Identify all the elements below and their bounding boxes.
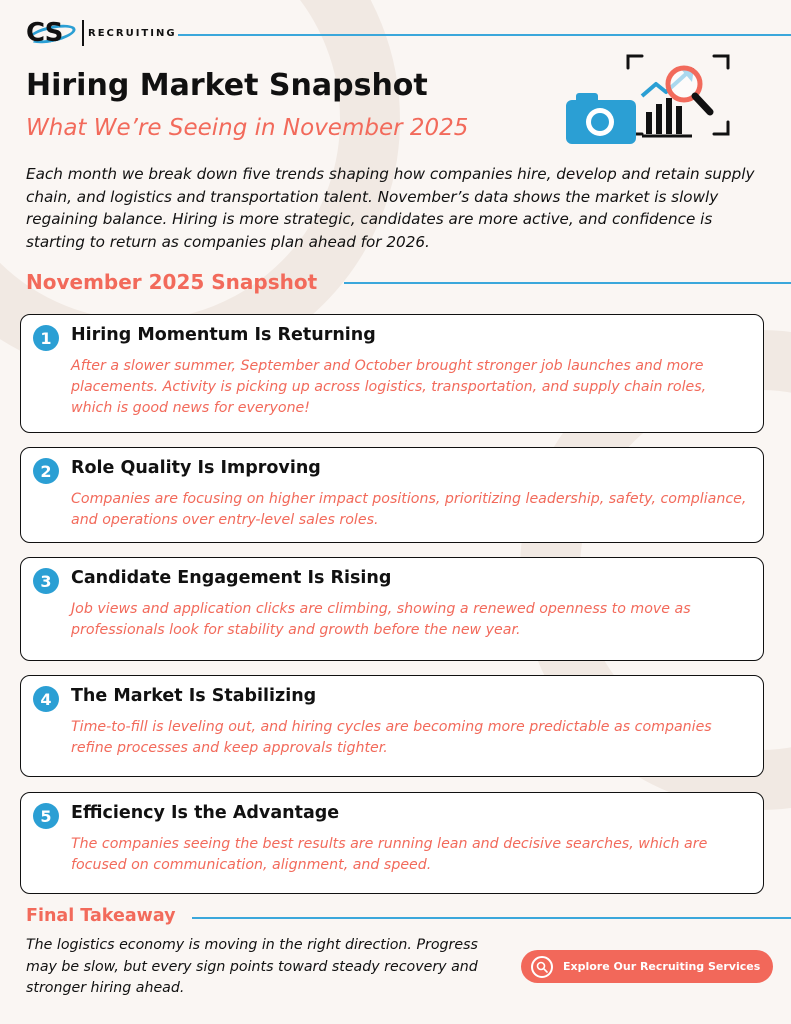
final-takeaway-title: Final Takeaway xyxy=(26,906,176,926)
intro-paragraph: Each month we break down five trends shaping how companies hire, develop and retain supply chain, and logistics and transportation talent. November’s data shows the market is slowly regaining balance. Hiring is more strategic, candidates are more active, and confidence is starting to return as companies plan ahead for 2026. xyxy=(26,165,755,251)
search-icon xyxy=(531,956,553,978)
trend-card-5 xyxy=(20,792,764,894)
trend-body: Companies are focusing on higher impact positions, prioritizing leadership, safety, compliance, and operations over entry-level sales roles. xyxy=(71,491,747,528)
number-badge: 1 xyxy=(33,325,59,351)
cta-label: Explore Our Recruiting Services xyxy=(563,960,761,973)
header-rule xyxy=(178,34,791,36)
section-heading xyxy=(26,270,791,298)
final-takeaway-heading xyxy=(26,906,791,930)
logo-divider xyxy=(82,20,84,46)
final-takeaway-body: The logistics economy is moving in the right direction. Progress may be slow, but every sign points toward steady recovery and stronger hiring ahead. xyxy=(26,937,478,996)
camera-chart-magnifier-icon xyxy=(562,52,732,148)
trend-title: Hiring Momentum Is Returning xyxy=(71,325,376,345)
trend-body: After a slower summer, September and October brought stronger job launches and more placements. Activity is picking up across logistics, transportation, and supply chain roles, which is good news for everyone! xyxy=(71,358,707,416)
trend-body: The companies seeing the best results are running lean and decisive searches, which are focused on communication, alignment, and speed. xyxy=(71,836,708,873)
trend-card-1 xyxy=(20,314,764,433)
logo-mark: CS xyxy=(26,18,63,48)
trend-card-3 xyxy=(20,557,764,661)
number-badge: 3 xyxy=(33,568,59,594)
number-badge: 2 xyxy=(33,458,59,484)
number-badge: 5 xyxy=(33,803,59,829)
page-title: Hiring Market Snapshot xyxy=(26,68,428,103)
trend-body: Time-to-fill is leveling out, and hiring cycles are becoming more predictable as companies refine processes and keep approvals tighter. xyxy=(71,719,712,756)
brand-header xyxy=(26,18,791,52)
trend-card-2 xyxy=(20,447,764,543)
final-takeaway-rule xyxy=(192,917,791,919)
explore-services-button[interactable] xyxy=(521,950,773,983)
trend-body: Job views and application clicks are climbing, showing a renewed openness to move as professionals look for stability and growth before the new year. xyxy=(71,601,691,638)
logo-text: RECRUITING xyxy=(88,28,177,39)
section-rule xyxy=(344,282,791,284)
trend-title: The Market Is Stabilizing xyxy=(71,686,317,706)
trend-title: Candidate Engagement Is Rising xyxy=(71,568,392,588)
trend-title: Role Quality Is Improving xyxy=(71,458,321,478)
trend-title: Efficiency Is the Advantage xyxy=(71,803,340,823)
page-subtitle: What We’re Seeing in November 2025 xyxy=(26,115,469,141)
trend-card-4 xyxy=(20,675,764,777)
section-title: November 2025 Snapshot xyxy=(26,270,318,294)
number-badge: 4 xyxy=(33,686,59,712)
